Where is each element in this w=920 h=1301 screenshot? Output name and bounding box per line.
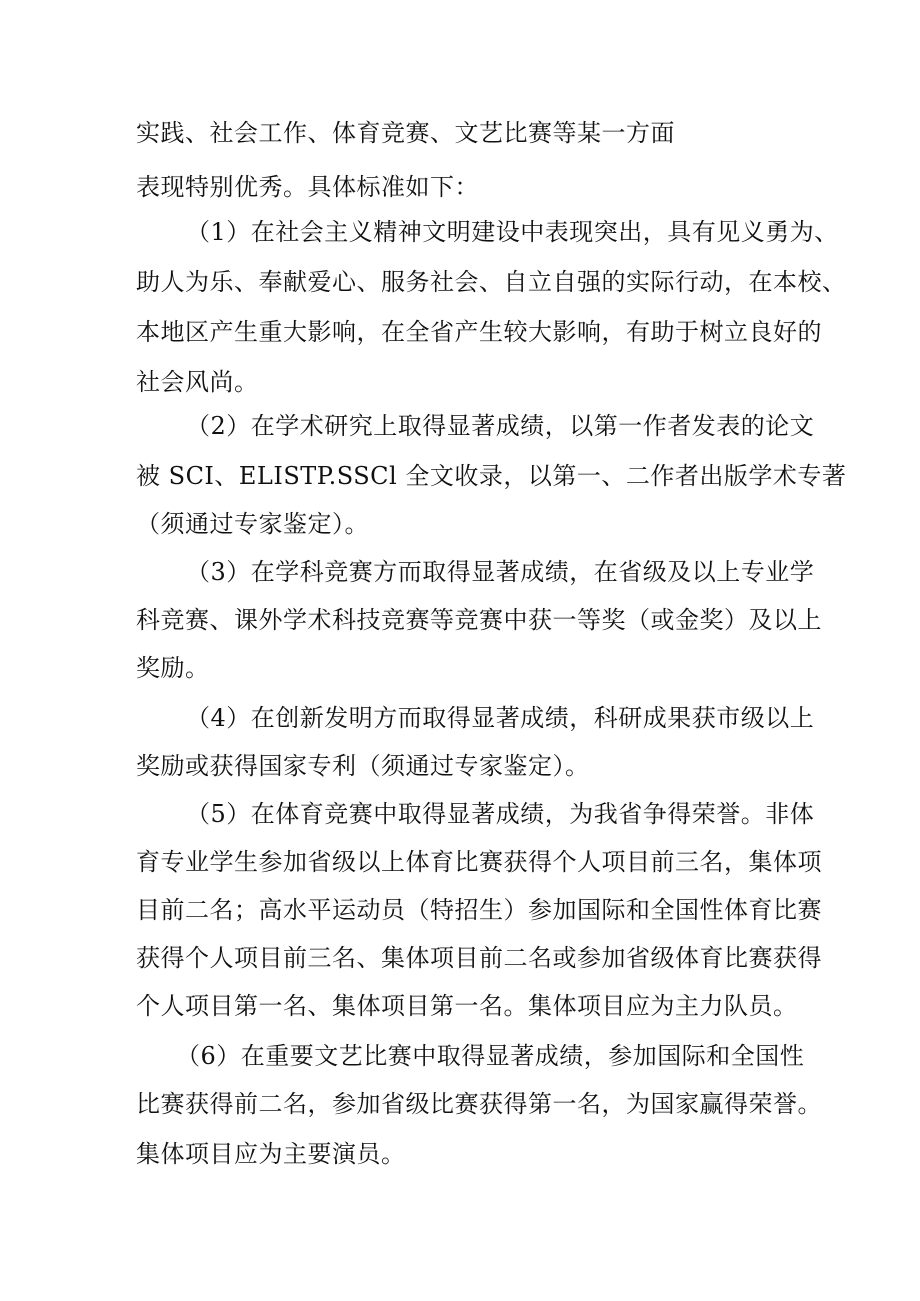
paragraph-3-line: （3）在学科竞赛方而取得显著成绩，在省级及以上专业学 — [186, 558, 815, 586]
text-line: 奖励。 — [136, 654, 210, 682]
paragraph-4-line: （4）在创新发明方而取得显著成绩，科研成果获市级以上 — [186, 704, 815, 732]
text-line: 比赛获得前二名，参加省级比赛获得第一名，为国家赢得荣誉。 — [136, 1090, 822, 1118]
text-line: 表现特别优秀。具体标准如下： — [136, 173, 479, 201]
text-line: 科竞赛、课外学术科技竞赛等竞赛中获一等奖（或金奖）及以上 — [136, 606, 822, 634]
text-line: 被 SCI、ELISTP.SSCl 全文收录，以第一、二作者出版学术专著 — [136, 462, 847, 490]
paragraph-2-line: （2）在学术研究上取得显著成绩，以第一作者发表的论文 — [186, 412, 815, 440]
text-line: 奖励或获得国家专利（须通过专家鉴定）。 — [136, 752, 590, 780]
text-line: 获得个人项目前三名、集体项目前二名或参加省级体育比赛获得 — [136, 944, 822, 972]
text-line: 社会风尚。 — [136, 368, 259, 396]
text-line: 目前二名；高水平运动员（特招生）参加国际和全国性体育比赛 — [136, 896, 822, 924]
text-line: 个人项目第一名、集体项目第一名。集体项目应为主力队员。 — [136, 992, 798, 1020]
text-line: 本地区产生重大影响，在全省产生较大影响，有助于树立良好的 — [136, 318, 822, 346]
paragraph-1-line: （1）在社会主义精神文明建设中表现突出，具有见义勇为、 — [186, 218, 839, 246]
paragraph-5-line: （5）在体育竞赛中取得显著成绩，为我省争得荣誉。非体 — [186, 800, 815, 828]
text-line: 助人为乐、奉献爱心、服务社会、自立自强的实际行动，在本校、 — [136, 268, 847, 296]
text-line: 集体项目应为主要演员。 — [136, 1140, 406, 1168]
text-line: 实践、社会工作、体育竞赛、文艺比赛等某一方面 — [136, 119, 675, 147]
text-line: 育专业学生参加省级以上体育比赛获得个人项目前三名，集体项 — [136, 848, 822, 876]
text-line: （须通过专家鉴定）。 — [136, 510, 369, 538]
paragraph-6-line: （6）在重要文艺比赛中取得显著成绩，参加国际和全国性 — [176, 1042, 805, 1070]
